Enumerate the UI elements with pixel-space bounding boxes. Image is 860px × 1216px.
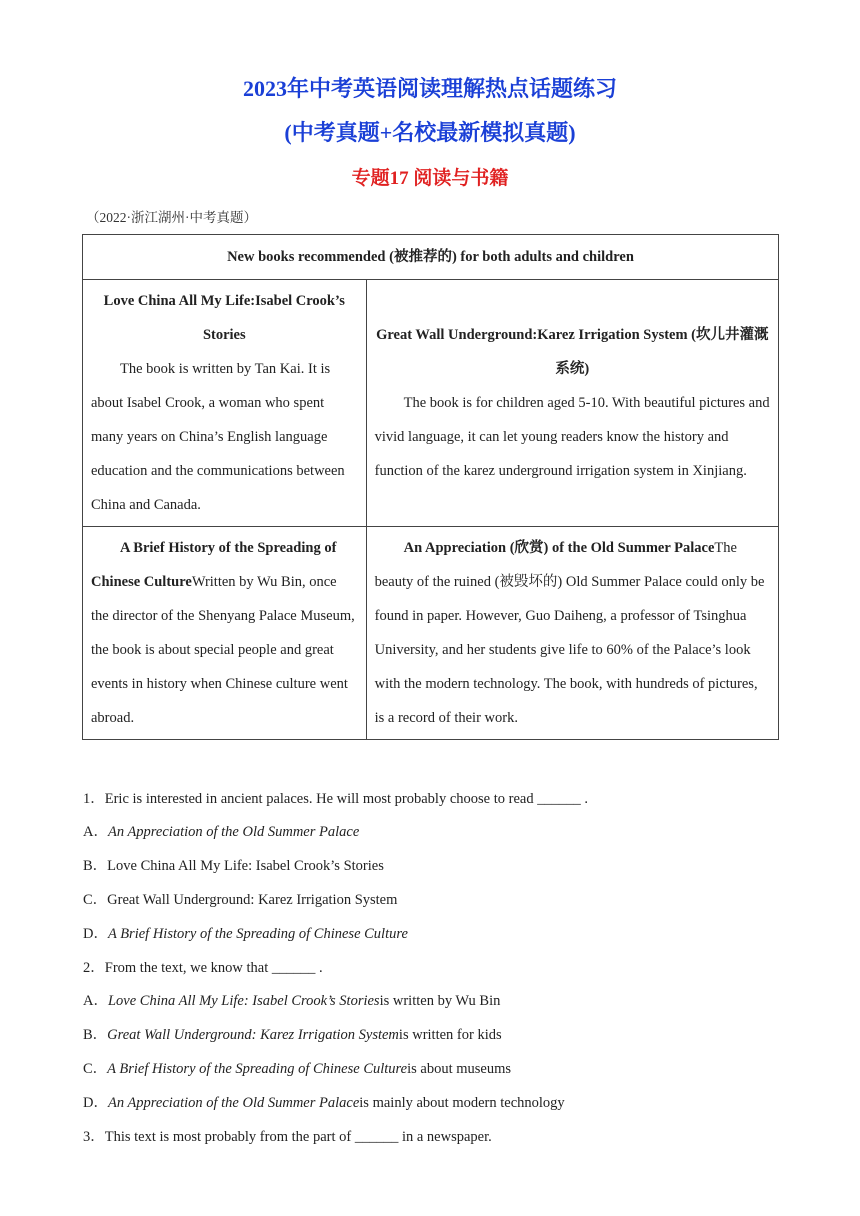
option-text: is written by Wu Bin (379, 993, 501, 1009)
option-text: An Appreciation of the Old Summer Palace (107, 824, 360, 840)
option-text: is mainly about modern technology (359, 1095, 565, 1111)
book-cell-old-summer-palace (366, 527, 778, 740)
option-label: B． (83, 1027, 108, 1043)
book-description: The beauty of the ruined (被毁坏的) Old Summer Palace could only be found in paper. However, Guo Daiheng, a professor of Tsinghua University, and her students give life to 60% of the Palace’s look with the modern technology. The book, with hundreds of pictures, is a record of their work. (374, 540, 765, 726)
option-label: A． (83, 824, 108, 840)
question-3-stem: 3．This text is most probably from the part of ______ in a newspaper. (83, 1129, 492, 1145)
books-table (82, 234, 779, 740)
option-label: D． (83, 926, 108, 942)
question-2-option-c (83, 1057, 803, 1078)
question-1-option-d (83, 922, 803, 943)
question-2-option-a (83, 989, 803, 1010)
option-book-title: An Appreciation of the Old Summer Palace (107, 1095, 360, 1111)
book-description: The book is written by Tan Kai. It is about Isabel Crook, a woman who spent many years on China’s English language education and the communications between China and Canada. (91, 361, 345, 513)
option-book-title: A Brief History of the Spreading of Chinese Culture (107, 1061, 408, 1077)
book-cell-love-china (83, 280, 367, 527)
question-2-option-d (83, 1091, 803, 1112)
question-1-option-a (83, 820, 803, 841)
book-description: Written by Wu Bin, once the director of the Shenyang Palace Museum, the book is about special people and great events in history when Chinese culture went abroad. (91, 574, 355, 726)
option-label: D． (83, 1095, 108, 1111)
question-1-option-c: C．Great Wall Underground: Karez Irrigation System (83, 892, 398, 908)
book-cell-great-wall (366, 280, 778, 527)
topic-title: 专题17 阅读与书籍 (351, 168, 509, 189)
question-1-option-b: B．Love China All My Life: Isabel Crook’s Stories (83, 858, 384, 874)
book-description: The book is for children aged 5-10. With beautiful pictures and vivid language, it can let young readers know the history and function of the karez underground irrigation system in Xinjiang. (374, 395, 770, 479)
table-heading: New books recommended (被推荐的) for both adults and children (83, 235, 779, 280)
option-label: A． (83, 993, 108, 1009)
question-1-stem: 1．Eric is interested in ancient palaces. He will most probably choose to read ______ . (83, 791, 588, 807)
option-text: is about museums (407, 1061, 512, 1077)
table-row (83, 527, 779, 740)
option-label: C． (83, 1061, 108, 1077)
option-book-title: Great Wall Underground: Karez Irrigation System (107, 1027, 399, 1043)
option-text: is written for kids (398, 1027, 502, 1043)
table-row (83, 280, 779, 527)
option-book-title: Love China All My Life: Isabel Crook’s Stories (107, 993, 380, 1009)
book-title: A Brief History of the Spreading of Chinese Culture (91, 540, 337, 590)
page-title: 2023年中考英语阅读理解热点话题练习 (242, 76, 617, 101)
question-2-option-b (83, 1023, 803, 1044)
book-title: Great Wall Underground:Karez Irrigation System (坎儿井灌溉系统) (376, 327, 769, 377)
table-header-row (83, 235, 779, 280)
book-title: An Appreciation (欣赏) of the Old Summer Palace (403, 540, 715, 556)
book-title: Love China All My Life:Isabel Crook’s Stories (103, 293, 345, 343)
page-subtitle: (中考真题+名校最新模拟真题) (284, 120, 576, 145)
book-cell-brief-history (83, 527, 367, 740)
question-source: （2022·浙江湖州·中考真题） (86, 210, 257, 225)
option-text: A Brief History of the Spreading of Chinese Culture (107, 926, 408, 942)
question-2-stem: 2．From the text, we know that ______ . (83, 960, 323, 976)
